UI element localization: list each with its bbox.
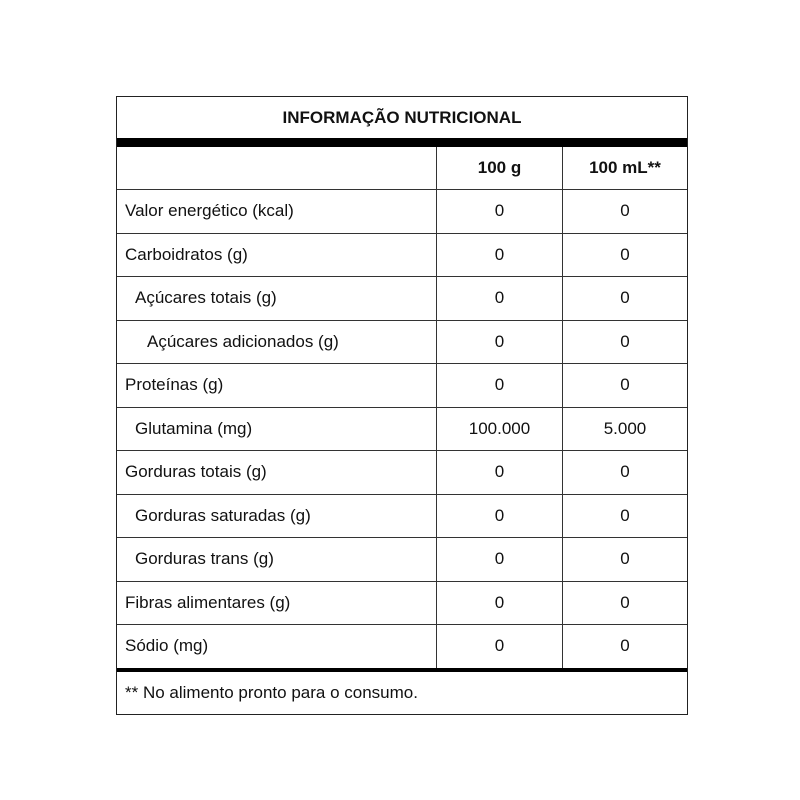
table-row — [117, 581, 687, 625]
column-header-100ml: 100 mL** — [589, 158, 661, 177]
table-row — [117, 233, 687, 277]
nutrient-label: Carboidratos (g) — [117, 234, 437, 277]
nutrient-label: Gorduras saturadas (g) — [117, 495, 437, 538]
value-100g: 0 — [437, 190, 563, 233]
value-100ml: 0 — [620, 375, 630, 395]
value-100ml: 0 — [620, 331, 630, 351]
table-title: INFORMAÇÃO NUTRICIONAL — [282, 108, 522, 127]
value-100g: 0 — [437, 625, 563, 668]
value-100g: 0 — [437, 364, 563, 407]
value-100ml: 0 — [620, 636, 630, 656]
nutrient-label: Açúcares adicionados (g) — [117, 321, 437, 364]
nutrient-label: Proteínas (g) — [117, 364, 437, 407]
value-100g: 0 — [437, 277, 563, 320]
nutrition-facts-table — [116, 96, 688, 715]
table-row — [117, 494, 687, 538]
table-row — [117, 189, 687, 233]
value-100ml: 0 — [620, 201, 630, 221]
column-header-100g: 100 g — [437, 147, 563, 189]
nutrient-label: Gorduras totais (g) — [117, 451, 437, 494]
nutrient-label: Glutamina (mg) — [117, 408, 437, 451]
value-100g: 100.000 — [437, 408, 563, 451]
value-100ml: 0 — [620, 592, 630, 612]
value-100ml: 0 — [620, 505, 630, 525]
value-100ml: 0 — [620, 549, 630, 569]
value-100g: 0 — [437, 451, 563, 494]
value-100g: 0 — [437, 234, 563, 277]
table-row — [117, 407, 687, 451]
value-100ml: 5.000 — [603, 418, 647, 438]
value-100ml: 0 — [620, 462, 630, 482]
value-100g: 0 — [437, 582, 563, 625]
nutrient-label: Açúcares totais (g) — [117, 277, 437, 320]
table-row — [117, 276, 687, 320]
value-100g: 0 — [437, 495, 563, 538]
value-100g: 0 — [437, 538, 563, 581]
divider — [117, 138, 687, 147]
table-row — [117, 363, 687, 407]
table-row — [117, 537, 687, 581]
nutrient-label: Fibras alimentares (g) — [117, 582, 437, 625]
footnote: ** No alimento pronto para o consumo. — [125, 682, 418, 702]
value-100ml: 0 — [620, 244, 630, 264]
table-row — [117, 320, 687, 364]
nutrient-label: Sódio (mg) — [117, 625, 437, 668]
nutrient-label: Valor energético (kcal) — [117, 190, 437, 233]
column-header-row — [117, 147, 687, 189]
value-100g: 0 — [437, 321, 563, 364]
column-header-label — [117, 147, 437, 189]
table-row — [117, 624, 687, 668]
nutrient-label: Gorduras trans (g) — [117, 538, 437, 581]
table-row — [117, 450, 687, 494]
value-100ml: 0 — [620, 288, 630, 308]
